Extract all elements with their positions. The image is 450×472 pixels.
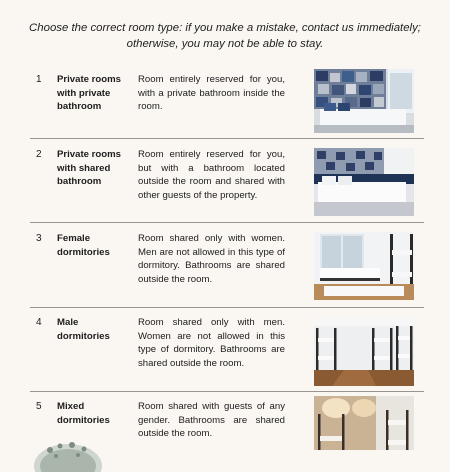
row-divider xyxy=(30,391,424,392)
room-type-name: Male dormitories xyxy=(57,317,110,342)
mixed-dorm-photo xyxy=(314,396,414,450)
row-divider xyxy=(30,222,424,223)
room-row-2 xyxy=(30,148,424,216)
room-description: Room shared with guests of any gender. Bathrooms are shared outside the room. xyxy=(138,401,285,440)
room-type-name: Female dormitories xyxy=(57,233,110,258)
room-type-name: Private rooms with private bathroom xyxy=(57,74,121,113)
male-dorm-photo xyxy=(314,318,414,386)
room-type-name: Private rooms with shared bathroom xyxy=(57,149,121,188)
title-script-fragment xyxy=(196,0,256,4)
decorative-stamp xyxy=(32,432,104,472)
row-divider xyxy=(30,138,424,139)
room-description: Room shared only with women. Men are not allowed in this type of dormitory. Bathrooms are shared outside the room. xyxy=(138,233,285,285)
private-room-photo xyxy=(314,69,414,133)
room-row-3 xyxy=(30,232,424,300)
room-number: 3 xyxy=(36,233,42,244)
room-type-name: Mixed dormitories xyxy=(57,401,110,426)
room-row-4 xyxy=(30,316,424,384)
room-number: 2 xyxy=(36,149,42,160)
room-description: Room shared only with men. Women are not allowed in this type of dormitory. Bathrooms are shared outside the room. xyxy=(138,317,285,369)
room-description: Room entirely reserved for you, with a private bathroom inside the room. xyxy=(138,74,285,113)
female-dorm-photo xyxy=(314,232,414,300)
row-divider xyxy=(30,307,424,308)
room-description: Room entirely reserved for you, but with a bathroom located outside the room and shared with other guests of the property. xyxy=(138,149,285,201)
intro-text: Choose the correct room type: if you make a mistake, contact us immediately; otherwise, you may not be able to stay. xyxy=(29,22,421,50)
room-number: 5 xyxy=(36,401,42,412)
private-room-shared-bath-photo xyxy=(314,148,414,216)
room-row-1 xyxy=(30,73,424,133)
room-number: 1 xyxy=(36,74,42,85)
room-number: 4 xyxy=(36,317,42,328)
